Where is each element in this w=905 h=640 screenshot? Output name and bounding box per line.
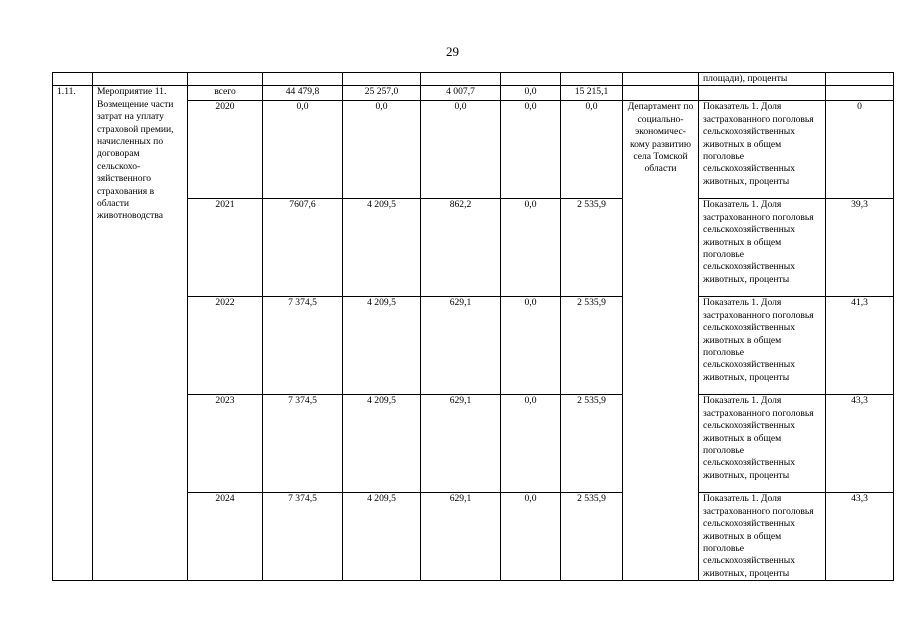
other-cell: 15 215,1 [561,86,623,101]
total-cell: 0,0 [263,101,343,199]
local-cell: 0,0 [501,297,561,395]
local-cell: 0,0 [501,86,561,101]
regional-cell: 4 007,7 [421,86,501,101]
year-cell: 2023 [188,395,263,493]
table-row [53,86,894,101]
local-cell: 0,0 [501,101,561,199]
federal-cell: 4 209,5 [343,297,421,395]
other-cell: 2 535,9 [561,395,623,493]
other-cell: 0,0 [561,101,623,199]
federal-cell: 4 209,5 [343,395,421,493]
federal-cell: 4 209,5 [343,199,421,297]
year-cell: 2021 [188,199,263,297]
total-cell: 7607,6 [263,199,343,297]
indicator-value: 43,3 [826,395,894,493]
local-cell: 0,0 [501,395,561,493]
local-cell: 0,0 [501,493,561,581]
federal-cell: 25 257,0 [343,86,421,101]
year-cell: 2022 [188,297,263,395]
regional-cell: 862,2 [421,199,501,297]
other-cell: 2 535,9 [561,199,623,297]
local-cell: 0,0 [501,199,561,297]
regional-cell: 629,1 [421,297,501,395]
budget-table [52,72,894,581]
total-cell: 7 374,5 [263,493,343,581]
other-cell: 2 535,9 [561,493,623,581]
total-cell: 7 374,5 [263,395,343,493]
indicator-cell: Показатель 1. Доля застрахованного поголовья сельскохозяйственных животных в общем поголовье сельскохозяйственных животных, проценты [699,101,826,199]
page-number: 29 [446,44,459,59]
federal-cell: 4 209,5 [343,493,421,581]
executor-cell: Департамент по социально-экономичес-кому развитию села Томской области [623,101,699,581]
federal-cell: 0,0 [343,101,421,199]
regional-cell: 629,1 [421,395,501,493]
regional-cell: 629,1 [421,493,501,581]
year-cell: 2020 [188,101,263,199]
measure-name: Мероприятие 11. Возмещение части затрат на уплату страховой премии, начисленных по договорам сельскохо-зяйственного страхования в области животноводства [93,86,188,581]
regional-cell: 0,0 [421,101,501,199]
indicator-value: 39,3 [826,199,894,297]
indicator-cell: Показатель 1. Доля застрахованного поголовья сельскохозяйственных животных в общем поголовье сельскохозяйственных животных, проценты [699,493,826,581]
year-cell: всего [188,86,263,101]
indicator-value: 43,3 [826,493,894,581]
other-cell: 2 535,9 [561,297,623,395]
table-row [53,73,894,86]
indicator-value: 41,3 [826,297,894,395]
year-cell: 2024 [188,493,263,581]
indicator-cell: площади), проценты [699,73,826,86]
indicator-cell: Показатель 1. Доля застрахованного поголовья сельскохозяйственных животных в общем поголовье сельскохозяйственных животных, проценты [699,297,826,395]
indicator-value: 0 [826,101,894,199]
total-cell: 44 479,8 [263,86,343,101]
indicator-cell: Показатель 1. Доля застрахованного поголовья сельскохозяйственных животных в общем поголовье сельскохозяйственных животных, проценты [699,395,826,493]
total-cell: 7 374,5 [263,297,343,395]
indicator-cell: Показатель 1. Доля застрахованного поголовья сельскохозяйственных животных в общем поголовье сельскохозяйственных животных, проценты [699,199,826,297]
measure-number: 1.11. [53,86,93,581]
